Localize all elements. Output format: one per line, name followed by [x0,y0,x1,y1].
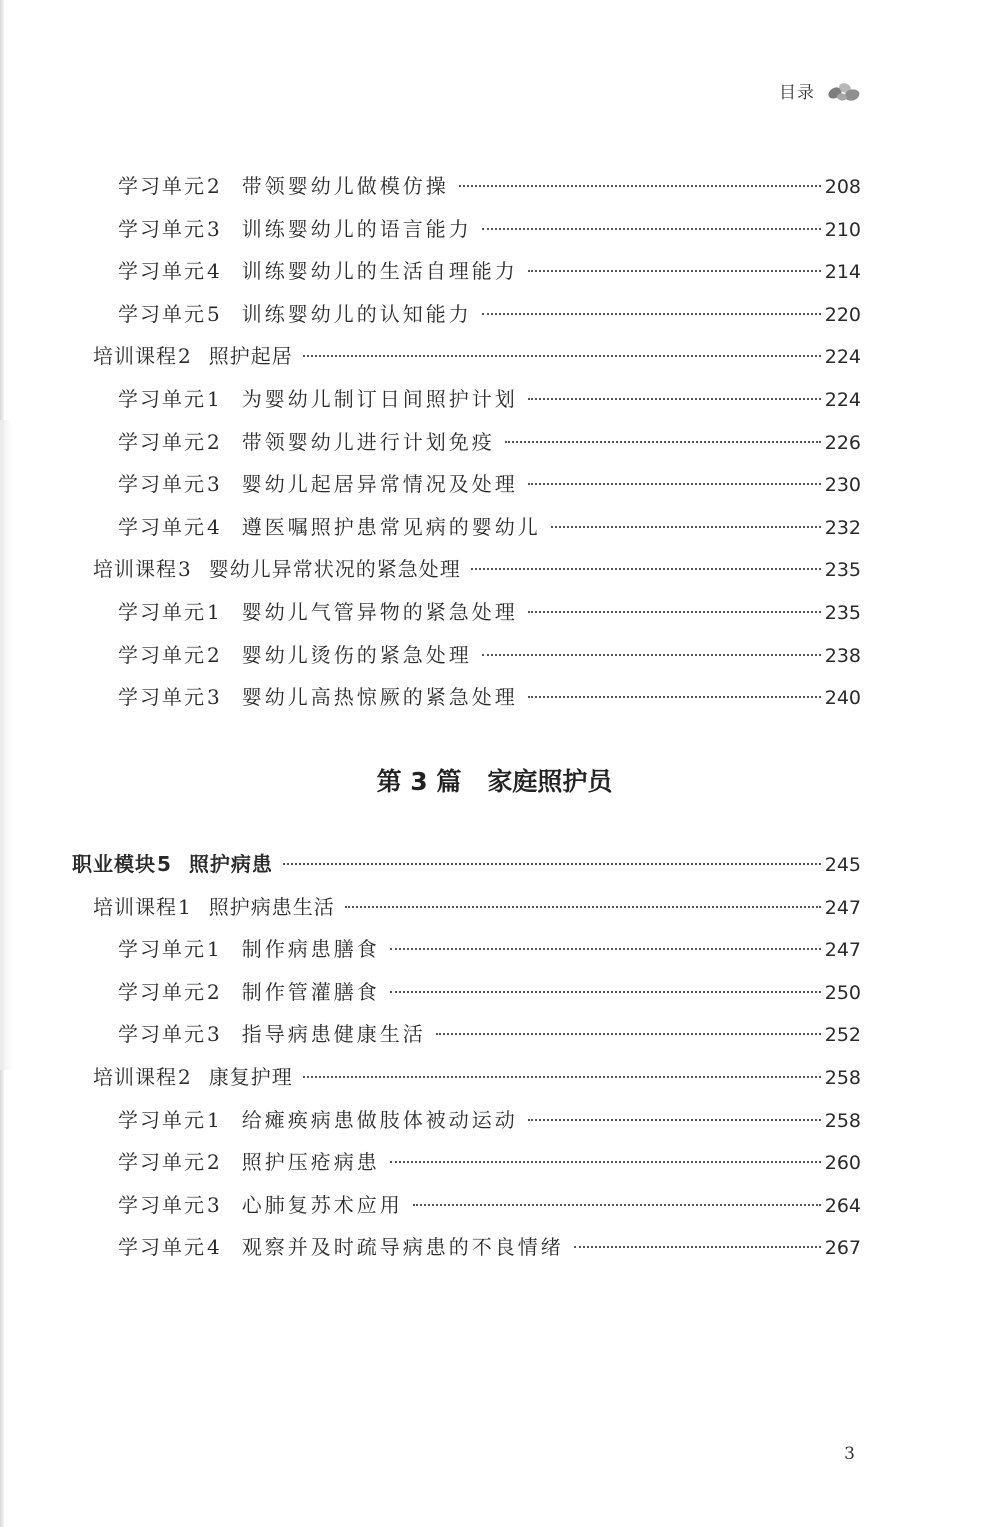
dot-leader [390,991,821,993]
toc-entry-label: 学习单元4 [118,1235,220,1260]
toc-entry-label: 培训课程1 [93,894,191,919]
toc-entry-page: 258 [824,1109,861,1132]
toc-entry-page: 247 [824,896,861,919]
toc-entry-page: 226 [824,431,861,454]
toc-entry-title: 照护病患 [188,852,273,876]
toc-entry-unit [118,1231,861,1261]
dot-leader [505,441,821,443]
toc-entry-title: 照护病患生活 [208,894,335,919]
toc-entry-module [72,848,861,878]
toc-entry-label: 学习单元5 [118,301,220,326]
toc-entry-page: 238 [824,644,861,667]
toc-entry-title: 指导病患健康生活 [241,1022,426,1047]
toc-entry-label: 学习单元1 [118,387,220,411]
toc-entry-title: 带领婴幼儿做模仿操 [241,174,449,198]
toc-entry-title: 心肺复苏术应用 [241,1192,403,1217]
dot-leader [303,355,821,357]
toc-entry-page: 208 [824,176,861,198]
toc-entry-title: 婴幼儿高热惊厥的紧急处理 [241,685,518,710]
leaf-cluster-icon [827,80,861,102]
toc-entry-unit [118,170,861,200]
toc-entry-unit [118,1189,861,1219]
dot-leader [574,1246,821,1248]
toc-entry-label: 培训课程2 [93,344,191,369]
toc-entry-unit [118,639,861,669]
toc-entry-label: 学习单元2 [118,642,220,667]
dot-leader [390,948,821,950]
dot-leader [528,696,821,698]
toc-entry-unit [118,298,861,328]
dot-leader [528,1119,821,1121]
toc-entry-page: 230 [824,474,861,497]
toc-entry-unit [118,681,861,711]
toc-entry-title: 给瘫痪病患做肢体被动运动 [241,1107,518,1132]
toc-entry-label: 学习单元4 [118,259,220,284]
toc-entry-page: 245 [824,854,861,876]
part-heading [0,762,989,798]
dot-leader [471,568,821,570]
gutter-shade [0,420,12,1070]
toc-entry-unit [118,933,861,963]
toc-entry-course [93,553,861,583]
toc-entry-unit [118,255,861,285]
toc-entry-page: 252 [824,1024,861,1047]
toc-entry-label: 学习单元2 [118,429,220,454]
toc-entry-title: 训练婴幼儿的语言能力 [241,216,472,241]
toc-entry-page: 247 [824,939,861,962]
toc-entry-course [93,1061,861,1091]
dot-leader [303,1076,821,1078]
toc-entry-page: 258 [824,1067,861,1089]
dot-leader [528,398,821,400]
toc-entry-label: 学习单元1 [118,937,220,962]
toc-entry-unit [118,383,861,413]
toc-entry-title: 制作管灌膳食 [241,979,380,1004]
toc-entry-course [93,891,861,921]
dot-leader [528,270,821,272]
toc-entry-title: 康复护理 [208,1065,293,1089]
toc-entry-label: 学习单元3 [118,216,220,241]
toc-entry-page: 235 [824,559,861,582]
toc-entry-title: 训练婴幼儿的认知能力 [241,301,472,326]
running-header [779,78,861,103]
toc-entry-unit [118,426,861,456]
toc-entry-title: 照护压疮病患 [241,1150,380,1175]
dot-leader [482,654,821,656]
dot-leader [459,185,821,187]
toc-entry-title: 带领婴幼儿进行计划免疫 [241,429,495,454]
part-number: 第 3 篇 [376,767,462,796]
dot-leader [413,1204,821,1206]
header-label: 目录 [779,83,815,103]
toc-entry-page: 264 [824,1194,861,1217]
toc-entry-title: 为婴幼儿制订日间照护计划 [241,387,518,411]
toc-entry-title: 婴幼儿烫伤的紧急处理 [241,642,472,667]
toc-entry-title: 观察并及时疏导病患的不良情绪 [241,1235,564,1260]
toc-entry-title: 遵医嘱照护患常见病的婴幼儿 [241,514,541,539]
toc-entry-label: 学习单元3 [118,685,220,710]
dot-leader [390,1161,821,1163]
toc-entry-label: 学习单元1 [118,1107,220,1132]
toc-entry-page: 224 [824,346,861,369]
toc-entry-page: 220 [824,303,861,326]
dot-leader [283,863,821,865]
dot-leader [345,906,821,908]
toc-entry-page: 240 [824,687,861,710]
toc-entry-page: 224 [824,389,861,411]
dot-leader [482,228,821,230]
toc-entry-page: 210 [824,218,861,241]
toc-entry-page: 260 [824,1152,861,1175]
toc-entry-label: 职业模块5 [72,852,171,876]
dot-leader [551,526,821,528]
toc-entry-label: 学习单元1 [118,600,220,624]
toc-entry-unit [118,1146,861,1176]
toc-entry-label: 学习单元3 [118,1022,220,1047]
toc-entry-unit [118,596,861,626]
toc-entry-page: 267 [824,1237,861,1260]
page-number: 3 [844,1444,855,1464]
part-name: 家庭照护员 [487,767,613,796]
toc-entry-unit [118,511,861,541]
toc-entry-label: 学习单元3 [118,1192,220,1217]
toc-entry-title: 训练婴幼儿的生活自理能力 [241,259,518,284]
toc-entry-title: 婴幼儿异常状况的紧急处理 [208,557,461,582]
toc-entry-label: 学习单元2 [118,1150,220,1175]
dot-leader [528,483,821,485]
toc-entry-label: 学习单元3 [118,472,220,497]
toc-entry-page: 250 [824,981,861,1004]
toc-entry-title: 照护起居 [208,344,293,369]
toc-entry-label: 培训课程2 [93,1065,191,1089]
dot-leader [482,313,821,315]
toc-entry-unit [118,213,861,243]
toc-entry-course [93,340,861,370]
toc-entry-page: 232 [824,516,861,539]
dot-leader [528,611,821,613]
toc-entry-title: 制作病患膳食 [241,937,380,962]
toc-entry-unit [118,468,861,498]
toc-entry-label: 学习单元4 [118,514,220,539]
toc-entry-title: 婴幼儿起居异常情况及处理 [241,472,518,497]
dot-leader [436,1033,821,1035]
toc-entry-label: 学习单元2 [118,979,220,1004]
toc-entry-page: 235 [824,602,861,624]
toc-entry-label: 学习单元2 [118,174,220,198]
toc-entry-title: 婴幼儿气管异物的紧急处理 [241,600,518,624]
toc-entry-page: 214 [824,261,861,284]
toc-entry-unit [118,1018,861,1048]
toc-entry-unit [118,1104,861,1134]
toc-entry-label: 培训课程3 [93,557,191,582]
toc-entry-unit [118,976,861,1006]
